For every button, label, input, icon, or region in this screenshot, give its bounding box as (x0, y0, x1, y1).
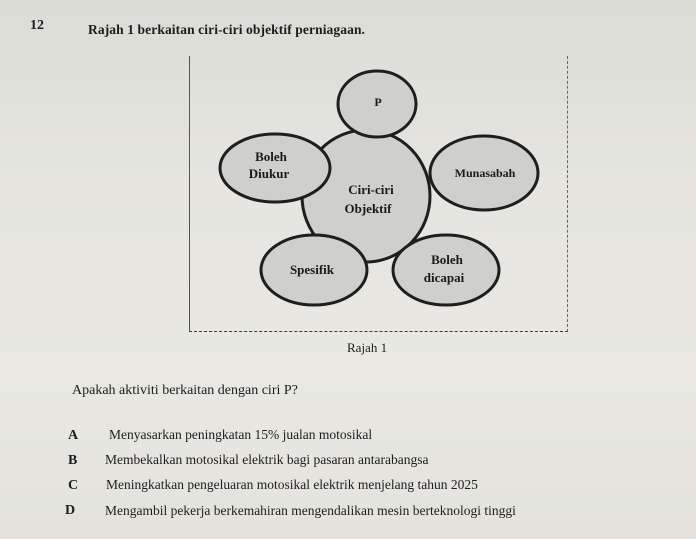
right-label: Munasabah (454, 166, 516, 180)
option-a-letter: A (68, 428, 79, 443)
question-prompt: Apakah aktiviti berkaitan dengan ciri P? (72, 383, 298, 398)
option-d-text[interactable]: Mengambil pekerja berkemahiran mengendalikan mesin berteknologi tinggi (105, 503, 516, 518)
objective-diagram (189, 56, 566, 331)
question-number: 12 (30, 18, 44, 33)
option-d-letter: D (65, 503, 76, 518)
question-title: Rajah 1 berkaitan ciri-ciri objektif perniagaan. (88, 22, 366, 37)
bottom-right-label-line2: dicapai (423, 270, 465, 285)
center-label-line2: Objektif (344, 201, 392, 216)
option-b-text[interactable]: Membekalkan motosikal elektrik bagi pasaran antarabangsa (105, 452, 429, 467)
option-a-text[interactable]: Menyasarkan peningkatan 15% jualan motosikal (109, 427, 373, 442)
top-label: P (374, 95, 382, 109)
left-label-line1: Boleh (255, 149, 287, 164)
option-b-letter: B (68, 453, 78, 468)
bottom-left-label: Spesifik (289, 262, 335, 277)
bottom-right-label-line1: Boleh (431, 252, 463, 267)
option-c-text[interactable]: Meningkatkan pengeluaran motosikal elektrik menjelang tahun 2025 (106, 477, 478, 492)
left-label-line2: Diukur (248, 166, 290, 181)
option-c-letter: C (68, 478, 79, 493)
diagram-caption: Rajah 1 (347, 340, 388, 355)
center-label-line1: Ciri-ciri (348, 182, 394, 197)
